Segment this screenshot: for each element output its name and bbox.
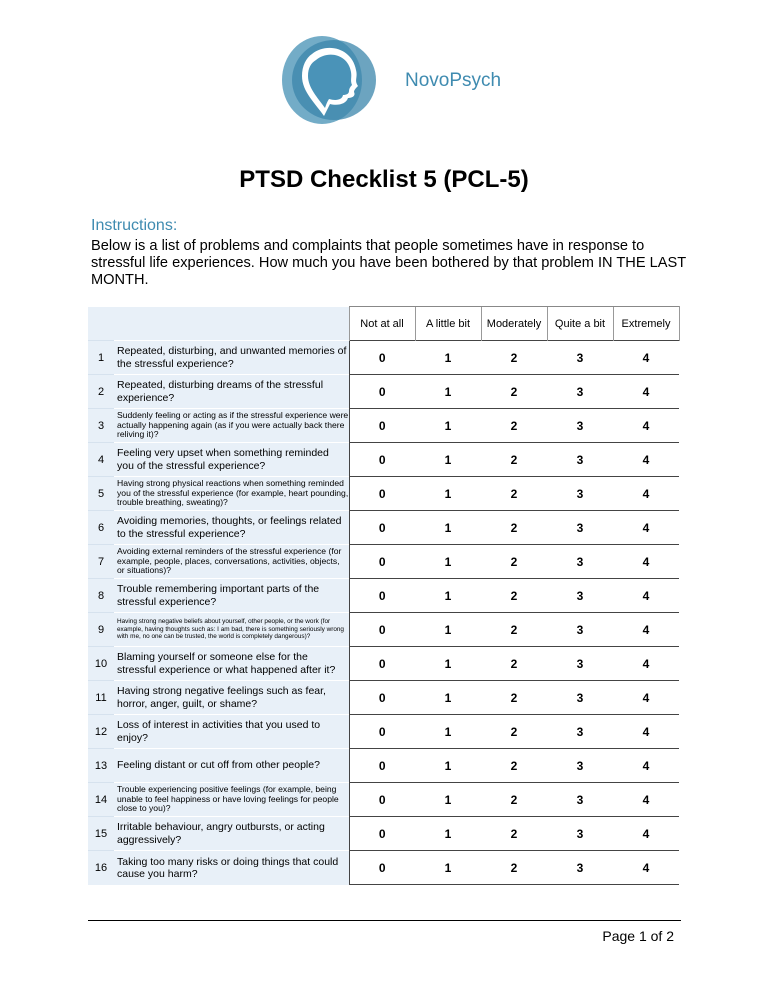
table-row bbox=[88, 443, 679, 477]
score-option[interactable]: 0 bbox=[349, 477, 415, 511]
item-question: Trouble experiencing positive feelings (for example, being unable to feel happiness or have loving feelings for people close to you)? bbox=[114, 783, 349, 817]
score-option[interactable]: 0 bbox=[349, 647, 415, 681]
score-option[interactable]: 2 bbox=[481, 545, 547, 579]
page-number: Page 1 of 2 bbox=[602, 928, 674, 944]
table-row bbox=[88, 477, 679, 511]
score-option[interactable]: 3 bbox=[547, 715, 613, 749]
item-number: 12 bbox=[88, 715, 114, 749]
brand-name: NovoPsych bbox=[405, 70, 502, 91]
score-option[interactable]: 3 bbox=[547, 579, 613, 613]
score-option[interactable]: 3 bbox=[547, 783, 613, 817]
score-option[interactable]: 0 bbox=[349, 443, 415, 477]
instructions-text: Below is a list of problems and complaints that people sometimes have in response to stressful life experiences. How much you have been bothered by that problem IN THE LAST MONTH. bbox=[91, 238, 686, 288]
score-option[interactable]: 3 bbox=[547, 749, 613, 783]
score-option[interactable]: 1 bbox=[415, 749, 481, 783]
score-option[interactable]: 3 bbox=[547, 341, 613, 375]
score-option[interactable]: 1 bbox=[415, 409, 481, 443]
item-number: 14 bbox=[88, 783, 114, 817]
item-question: Taking too many risks or doing things that could cause you harm? bbox=[114, 851, 349, 885]
item-question: Repeated, disturbing dreams of the stressful experience? bbox=[114, 375, 349, 409]
item-number: 4 bbox=[88, 443, 114, 477]
pcl5-checklist-table bbox=[88, 306, 680, 885]
score-option[interactable]: 0 bbox=[349, 817, 415, 851]
score-option[interactable]: 0 bbox=[349, 409, 415, 443]
score-option[interactable]: 2 bbox=[481, 477, 547, 511]
table-row bbox=[88, 817, 679, 851]
score-option[interactable]: 4 bbox=[613, 375, 679, 409]
score-option[interactable]: 4 bbox=[613, 545, 679, 579]
score-option[interactable]: 3 bbox=[547, 851, 613, 885]
score-option[interactable]: 2 bbox=[481, 375, 547, 409]
score-option[interactable]: 1 bbox=[415, 341, 481, 375]
score-option[interactable]: 0 bbox=[349, 783, 415, 817]
score-option[interactable]: 3 bbox=[547, 375, 613, 409]
table-row bbox=[88, 341, 679, 375]
score-option[interactable]: 4 bbox=[613, 613, 679, 647]
item-question: Having strong physical reactions when something reminded you of the stressful experience (for example, heart pounding, trouble breathing, sweating)? bbox=[114, 477, 349, 511]
score-option[interactable]: 3 bbox=[547, 545, 613, 579]
score-option[interactable]: 0 bbox=[349, 749, 415, 783]
table-row bbox=[88, 647, 679, 681]
table-row bbox=[88, 749, 679, 783]
score-option[interactable]: 1 bbox=[415, 817, 481, 851]
header-not-at-all: Not at all bbox=[349, 307, 415, 341]
score-option[interactable]: 1 bbox=[415, 545, 481, 579]
header-a-little-bit: A little bit bbox=[415, 307, 481, 341]
score-option[interactable]: 3 bbox=[547, 409, 613, 443]
header-moderately: Moderately bbox=[481, 307, 547, 341]
score-option[interactable]: 4 bbox=[613, 647, 679, 681]
score-option[interactable]: 4 bbox=[613, 783, 679, 817]
score-option[interactable]: 0 bbox=[349, 851, 415, 885]
item-number: 9 bbox=[88, 613, 114, 647]
item-number: 11 bbox=[88, 681, 114, 715]
score-option[interactable]: 2 bbox=[481, 613, 547, 647]
table-row bbox=[88, 613, 679, 647]
item-question: Trouble remembering important parts of the stressful experience? bbox=[114, 579, 349, 613]
item-question: Blaming yourself or someone else for the stressful experience or what happened after it? bbox=[114, 647, 349, 681]
score-option[interactable]: 2 bbox=[481, 681, 547, 715]
score-option[interactable]: 0 bbox=[349, 715, 415, 749]
score-option[interactable]: 3 bbox=[547, 443, 613, 477]
score-option[interactable]: 4 bbox=[613, 715, 679, 749]
score-option[interactable]: 1 bbox=[415, 783, 481, 817]
item-question: Suddenly feeling or acting as if the stressful experience were actually happening again (as if you were actually back there reliving it)? bbox=[114, 409, 349, 443]
score-option[interactable]: 3 bbox=[547, 477, 613, 511]
table-row bbox=[88, 681, 679, 715]
header-blank bbox=[88, 307, 349, 341]
score-option[interactable]: 2 bbox=[481, 443, 547, 477]
item-number: 10 bbox=[88, 647, 114, 681]
instructions-heading: Instructions: bbox=[91, 217, 178, 234]
item-question: Irritable behaviour, angry outbursts, or acting aggressively? bbox=[114, 817, 349, 851]
item-question: Having strong negative feelings such as fear, horror, anger, guilt, or shame? bbox=[114, 681, 349, 715]
score-option[interactable]: 1 bbox=[415, 715, 481, 749]
score-option[interactable]: 0 bbox=[349, 511, 415, 545]
item-number: 1 bbox=[88, 341, 114, 375]
novopsych-logo bbox=[272, 34, 382, 126]
score-option[interactable]: 4 bbox=[613, 409, 679, 443]
score-option[interactable]: 3 bbox=[547, 647, 613, 681]
header-row bbox=[88, 307, 679, 341]
score-option[interactable]: 1 bbox=[415, 477, 481, 511]
item-number: 16 bbox=[88, 851, 114, 885]
score-option[interactable]: 2 bbox=[481, 579, 547, 613]
score-option[interactable]: 3 bbox=[547, 613, 613, 647]
item-number: 15 bbox=[88, 817, 114, 851]
table-row bbox=[88, 375, 679, 409]
score-option[interactable]: 0 bbox=[349, 579, 415, 613]
item-question: Having strong negative beliefs about yourself, other people, or the work (for example, having thoughts such as: I am bad, there is something seriously wrong with me, no one can be trusted, the world is completely dangerous)? bbox=[114, 613, 349, 647]
table-row bbox=[88, 715, 679, 749]
score-option[interactable]: 2 bbox=[481, 749, 547, 783]
item-question: Repeated, disturbing, and unwanted memories of the stressful experience? bbox=[114, 341, 349, 375]
item-number: 8 bbox=[88, 579, 114, 613]
score-option[interactable]: 4 bbox=[613, 681, 679, 715]
item-question: Feeling very upset when something reminded you of the stressful experience? bbox=[114, 443, 349, 477]
score-option[interactable]: 1 bbox=[415, 647, 481, 681]
item-number: 6 bbox=[88, 511, 114, 545]
table-row bbox=[88, 409, 679, 443]
table-row bbox=[88, 783, 679, 817]
score-option[interactable]: 2 bbox=[481, 851, 547, 885]
score-option[interactable]: 2 bbox=[481, 647, 547, 681]
score-option[interactable]: 1 bbox=[415, 511, 481, 545]
score-option[interactable]: 4 bbox=[613, 749, 679, 783]
score-option[interactable]: 4 bbox=[613, 477, 679, 511]
table-row bbox=[88, 579, 679, 613]
item-question: Loss of interest in activities that you used to enjoy? bbox=[114, 715, 349, 749]
score-option[interactable]: 1 bbox=[415, 851, 481, 885]
score-option[interactable]: 0 bbox=[349, 613, 415, 647]
table-row bbox=[88, 851, 679, 885]
score-option[interactable]: 4 bbox=[613, 817, 679, 851]
score-option[interactable]: 2 bbox=[481, 715, 547, 749]
item-number: 13 bbox=[88, 749, 114, 783]
table-row bbox=[88, 545, 679, 579]
header-extremely: Extremely bbox=[613, 307, 679, 341]
score-option[interactable]: 4 bbox=[613, 443, 679, 477]
score-option[interactable]: 4 bbox=[613, 851, 679, 885]
score-option[interactable]: 1 bbox=[415, 375, 481, 409]
score-option[interactable]: 0 bbox=[349, 545, 415, 579]
score-option[interactable]: 4 bbox=[613, 341, 679, 375]
score-option[interactable]: 1 bbox=[415, 579, 481, 613]
footer-divider bbox=[88, 920, 681, 921]
score-option[interactable]: 3 bbox=[547, 817, 613, 851]
score-option[interactable]: 4 bbox=[613, 579, 679, 613]
score-option[interactable]: 1 bbox=[415, 681, 481, 715]
item-number: 3 bbox=[88, 409, 114, 443]
score-option[interactable]: 2 bbox=[481, 783, 547, 817]
score-option[interactable]: 3 bbox=[547, 511, 613, 545]
score-option[interactable]: 2 bbox=[481, 341, 547, 375]
item-number: 5 bbox=[88, 477, 114, 511]
item-number: 2 bbox=[88, 375, 114, 409]
page-title: PTSD Checklist 5 (PCL-5) bbox=[239, 166, 529, 193]
score-option[interactable]: 0 bbox=[349, 375, 415, 409]
item-question: Feeling distant or cut off from other people? bbox=[114, 749, 349, 783]
score-option[interactable]: 2 bbox=[481, 409, 547, 443]
item-question: Avoiding memories, thoughts, or feelings related to the stressful experience? bbox=[114, 511, 349, 545]
item-question: Avoiding external reminders of the stressful experience (for example, people, places, conversations, activities, objects, or situations)? bbox=[114, 545, 349, 579]
score-option[interactable]: 1 bbox=[415, 613, 481, 647]
score-option[interactable]: 2 bbox=[481, 817, 547, 851]
score-option[interactable]: 1 bbox=[415, 443, 481, 477]
score-option[interactable]: 0 bbox=[349, 341, 415, 375]
item-number: 7 bbox=[88, 545, 114, 579]
header-quite-a-bit: Quite a bit bbox=[547, 307, 613, 341]
score-option[interactable]: 0 bbox=[349, 681, 415, 715]
table-row bbox=[88, 511, 679, 545]
score-option[interactable]: 2 bbox=[481, 511, 547, 545]
score-option[interactable]: 3 bbox=[547, 681, 613, 715]
score-option[interactable]: 4 bbox=[613, 511, 679, 545]
